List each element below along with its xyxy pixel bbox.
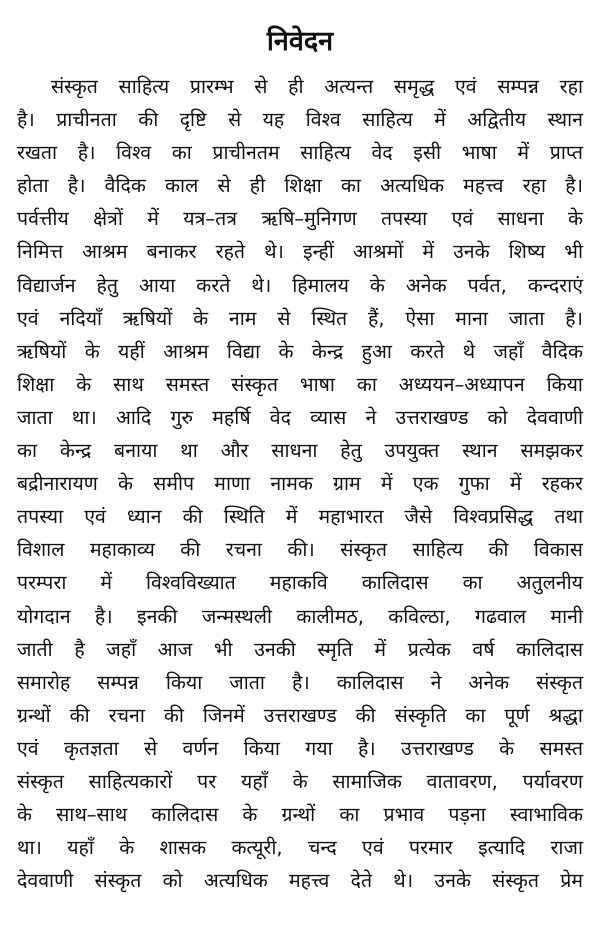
text-line: संस्कृत साहित्यकारों पर यहाँ के सामाजिक वातावरण, पर्यावरण: [17, 769, 583, 793]
text-line: विद्यार्जन हेतु आया करते थे। हिमालय के अनेक पर्वत, कन्दराएं: [17, 273, 583, 297]
text-line: है। प्राचीनता की दृष्टि से यह विश्व साहित्य में अद्वितीय स्थान: [17, 108, 583, 132]
text-line: एवं नदियाँ ऋषियों के नाम से स्थित हैं, ऐसा माना जाता है।: [17, 306, 583, 330]
text-line: पर्वत्तीय क्षेत्रों में यत्र–तत्र ऋषि–मुनिगण तपस्या एवं साधना के: [17, 207, 583, 231]
text-line: जाती है जहाँ आज भी उनकी स्मृति में प्रत्येक वर्ष कालिदास: [17, 637, 583, 661]
text-line: शिक्षा के साथ समस्त संस्कृत भाषा का अध्ययन–अध्यापन किया: [17, 372, 583, 396]
text-line: देववाणी संस्कृत को अत्यधिक महत्त्व देते थे। उनके संस्कृत प्रेम: [17, 869, 583, 893]
text-line: निमित्त आश्रम बनाकर रहते थे। इन्हीं आश्रमों में उनके शिष्य भी: [17, 240, 583, 264]
text-line: था। यहाँ के शासक कत्यूरी, चन्द एवं परमार इत्यादि राजा: [17, 836, 583, 860]
text-line: के साथ–साथ कालिदास के ग्रन्थों का प्रभाव पड़ना स्वाभाविक: [17, 803, 583, 827]
text-line: परम्परा में विश्वविख्यात महाकवि कालिदास का अतुलनीय: [17, 571, 583, 595]
body-paragraph: [17, 70, 583, 897]
text-line: समारोह सम्पन्न किया जाता है। कालिदास ने अनेक संस्कृत: [17, 670, 583, 694]
text-line: एवं कृतज्ञता से वर्णन किया गया है। उत्तराखण्ड के समस्त: [17, 736, 583, 760]
text-line: ग्रन्थों की रचना की जिनमें उत्तराखण्ड की संस्कृति का पूर्ण श्रद्धा: [17, 703, 583, 727]
text-line: रखता है। विश्व का प्राचीनतम साहित्य वेद इसी भाषा में प्राप्त: [17, 141, 583, 165]
text-line: योगदान है। इनकी जन्मस्थली कालीमठ, कविल्ठा, गढवाल मानी: [17, 604, 583, 628]
text-line: तपस्या एवं ध्यान की स्थिति में महाभारत जैसे विश्वप्रसिद्ध तथा: [17, 505, 583, 529]
text-line: संस्कृत साहित्य प्रारम्भ से ही अत्यन्त समृद्ध एवं सम्पन्न रहा: [51, 75, 583, 98]
text-line: जाता था। आदि गुरु महर्षि वेद व्यास ने उत्तराखण्ड को देववाणी: [17, 405, 583, 429]
text-line: होता है। वैदिक काल से ही शिक्षा का अत्यधिक महत्त्व रहा है।: [17, 174, 583, 198]
text-line: बद्रीनारायण के समीप माणा नामक ग्राम में एक गुफा में रहकर: [17, 472, 583, 496]
page-title: निवेदन: [266, 26, 334, 58]
text-line: विशाल महाकाव्य की रचना की। संस्कृत साहित्य की विकास: [17, 538, 583, 562]
text-line: का केन्द्र बनाया था और साधना हेतु उपयुक्त स्थान समझकर: [17, 439, 583, 463]
text-line: ऋषियों के यहीं आश्रम विद्या के केन्द्र हुआ करते थे जहाँ वैदिक: [17, 339, 583, 363]
